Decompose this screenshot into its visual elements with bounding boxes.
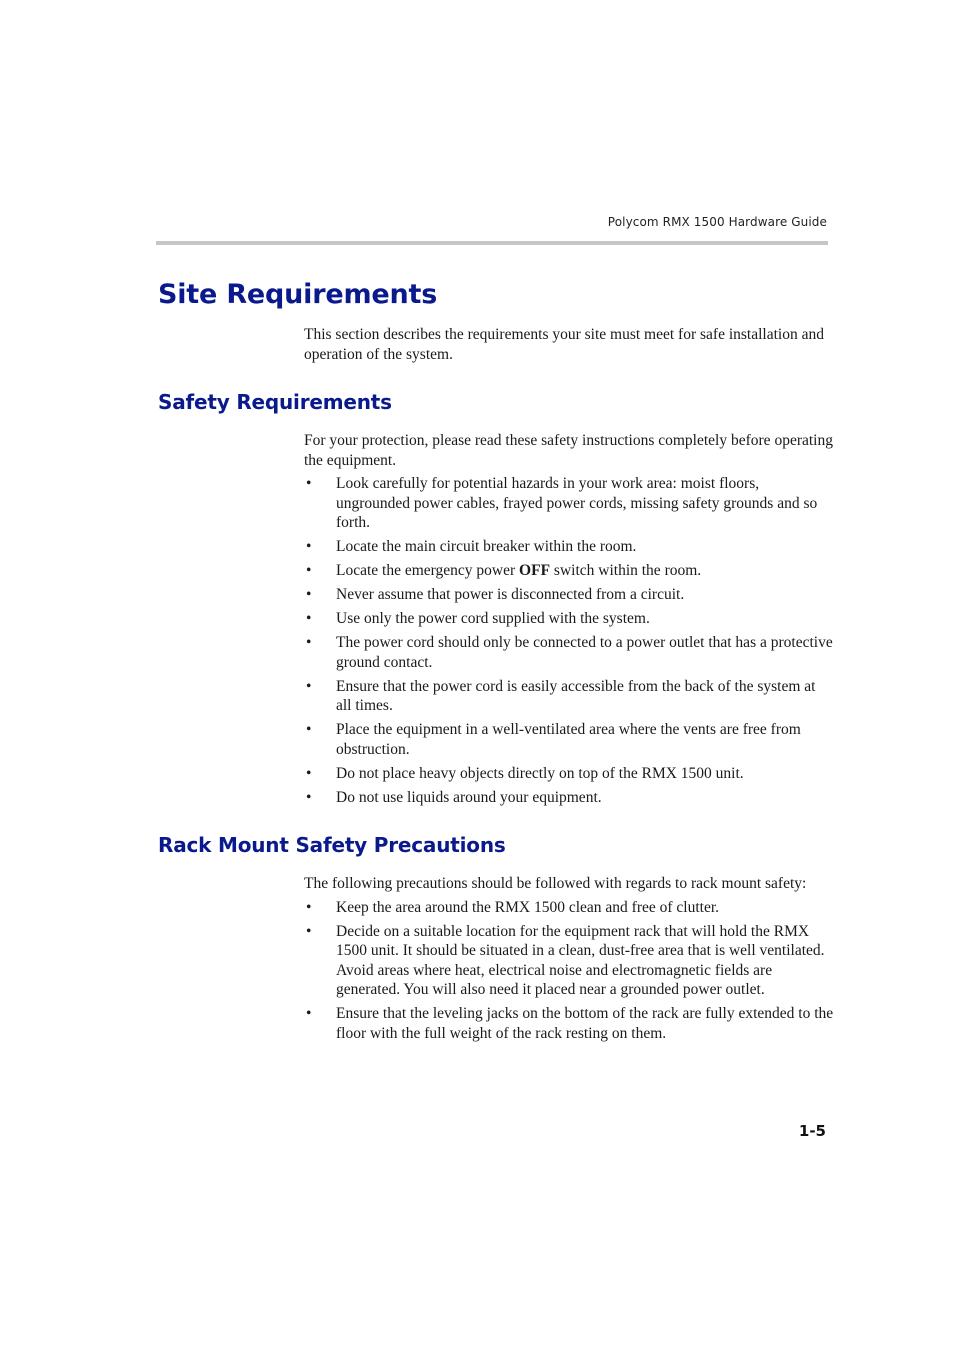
list-item [304, 1004, 834, 1043]
page-title: Site Requirements [158, 279, 438, 310]
safety-requirements-intro: For your protection, please read these safety instructions completely before operating the equipment. [304, 432, 833, 469]
list-item-text: Never assume that power is disconnected from a circuit. [336, 586, 685, 603]
bullet-icon: • [306, 538, 312, 555]
running-header: Polycom RMX 1500 Hardware Guide [607, 215, 827, 229]
off-switch-label: OFF [519, 562, 551, 579]
bullet-icon: • [306, 475, 312, 492]
list-item-text: The power cord should only be connected to a power outlet that has a protective ground contact. [336, 634, 833, 671]
list-item-text: Place the equipment in a well-ventilated area where the vents are free from obstruction. [336, 721, 801, 758]
list-item-text: Use only the power cord supplied with the system. [336, 610, 650, 627]
list-item [304, 633, 834, 672]
site-requirements-body [304, 325, 834, 368]
rack-mount-heading: Rack Mount Safety Precautions [158, 833, 506, 857]
list-item-text-after: switch within the room. [550, 562, 702, 579]
bullet-icon: • [306, 586, 312, 603]
rack-mount-intro: The following precautions should be followed with regards to rack mount safety: [304, 875, 807, 892]
bullet-icon: • [306, 764, 312, 782]
bullet-icon: • [306, 721, 312, 738]
safety-requirements-heading: Safety Requirements [158, 390, 392, 414]
bullet-icon: • [306, 1005, 312, 1022]
list-item [304, 561, 834, 581]
list-item-text: Keep the area around the RMX 1500 clean and free of clutter. [336, 898, 720, 916]
safety-requirements-list [304, 474, 834, 807]
rack-mount-body [304, 874, 834, 1048]
list-item-text-before: Locate the emergency power [336, 562, 520, 579]
list-item [304, 922, 834, 1000]
list-item-text: Locate the main circuit breaker within the room. [336, 538, 637, 555]
bullet-icon: • [306, 922, 312, 940]
list-item [304, 677, 834, 716]
list-item-text: Ensure that the power cord is easily accessible from the back of the system at all times. [336, 677, 816, 714]
list-item [304, 898, 834, 918]
list-item [304, 609, 834, 629]
safety-requirements-body [304, 431, 834, 812]
list-item-text: Look carefully for potential hazards in your work area: moist floors, ungrounded power cables, frayed power cords, missing safety grounds and so forth. [336, 475, 818, 531]
list-item [304, 788, 834, 808]
rack-mount-list [304, 898, 834, 1044]
list-item [304, 585, 834, 605]
list-item-text: Do not use liquids around your equipment. [336, 788, 602, 806]
bullet-icon: • [306, 677, 312, 695]
list-item [304, 720, 834, 759]
list-item [304, 537, 834, 557]
list-item [304, 764, 834, 784]
bullet-icon: • [306, 634, 312, 651]
bullet-icon: • [306, 788, 312, 806]
bullet-icon: • [306, 610, 312, 627]
bullet-icon: • [306, 898, 312, 916]
bullet-icon: • [306, 562, 312, 579]
list-item [304, 474, 834, 533]
list-item-text: Do not place heavy objects directly on top of the RMX 1500 unit. [336, 764, 744, 782]
page-number: 1-5 [798, 1122, 826, 1140]
site-requirements-intro: This section describes the requirements your site must meet for safe installation and operation of the system. [304, 326, 824, 363]
list-item-text: Decide on a suitable location for the equipment rack that will hold the RMX 1500 unit. It should be situated in a clean, dust-free area that is well ventilated. Avoid areas where heat, electrical noise and electromagnetic fields are generated. You will also need it placed near a grounded power outlet. [336, 922, 825, 998]
header-divider [156, 241, 828, 245]
list-item-text: Ensure that the leveling jacks on the bottom of the rack are fully extended to the floor with the full weight of the rack resting on them. [336, 1005, 834, 1042]
